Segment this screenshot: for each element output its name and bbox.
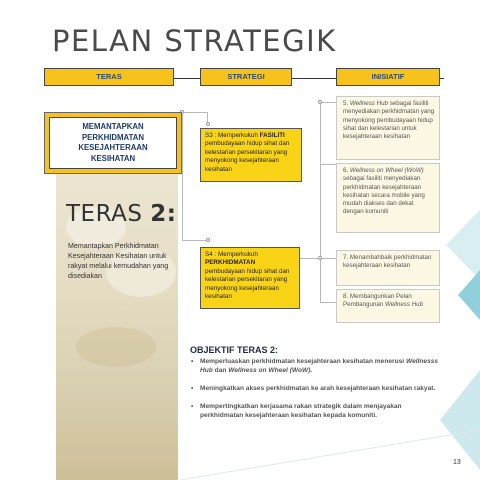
- objektif-item: [190, 384, 446, 393]
- connector-dot: [318, 256, 322, 260]
- column-header-inisiatif: INISIATIF: [336, 68, 440, 86]
- objektif-text: Mempertingkatkan kerjasama rakan strategik dalam menjayakan perkhidmatan kesejahteraan kesihatan kepada komuniti.: [200, 403, 402, 419]
- strategi-keyword: FASILITI: [259, 132, 285, 139]
- inisiatif-text: sebagai fasiliti menyediakan perkhidmatan kesejahteraan kesihatan secara mobile yang mudah diakses dan dekat dengan komuniti: [343, 175, 425, 216]
- page-number: 13: [453, 459, 461, 466]
- column-header-strategi: STRATEGI: [200, 68, 292, 86]
- teras-number-heading: [66, 201, 176, 227]
- teras-heading-number: 2:: [150, 201, 177, 227]
- objektif-italic: Wellness on Wheel (WoW).: [228, 367, 313, 374]
- inisiatif-number: 8.: [343, 293, 349, 300]
- objektif-text: dan: [212, 367, 229, 374]
- teras-description: Memantapkan Perkhidmatan Kesejahteraan Kesihatan untuk rakyat melalui kemudahan yang disediakan: [68, 242, 169, 280]
- inisiatif-italic: Wellness Hub: [349, 100, 388, 107]
- inisiatif-italic: Wellness on Wheel (WoW): [349, 167, 424, 174]
- objektif-list: [190, 357, 446, 429]
- strategi-text: pembudayaan hidup sihat dan kelestarian persekitaran yang menyokong kesejahteraan kesihatan: [205, 140, 290, 173]
- inisiatif-box-5: [336, 96, 440, 160]
- objektif-text: Memperluaskan perkhidmatan kesejahteraan kesihatan menerusi: [200, 358, 406, 365]
- inisiatif-italic: Wellness Hub: [384, 301, 424, 309]
- inisiatif-number: 5.: [343, 100, 349, 107]
- connector-teras-strategi: [182, 112, 208, 124]
- teras-line: MEMANTAPKAN: [82, 122, 144, 131]
- objektif-text: Meningkatkan akses perkhidmatan ke arah kesejahteraan kesihatan rakyat.: [200, 385, 436, 392]
- column-header-teras: TERAS: [44, 68, 174, 86]
- decorative-lines: [180, 430, 480, 480]
- inisiatif-text: Menambahbaik perkhidmatan kesejahteraan kesihatan: [343, 254, 432, 270]
- objektif-item: [190, 402, 446, 420]
- inisiatif-number: 7.: [343, 254, 349, 261]
- connector-s3-i5: [320, 102, 336, 103]
- inisiatif-number: 6.: [343, 167, 349, 174]
- inisiatif-text: sebagai fasiliti menyediakan perkhidmatan yang menyokong pembudayaan hidup sihat dan kelestarian untuk kesejahteraan kesihatan: [343, 100, 435, 141]
- teras-line: PERKHIDMATAN: [81, 132, 145, 142]
- teras-box-text: [49, 117, 177, 169]
- teras-line: KESEJAHTERAAN: [78, 143, 148, 152]
- teras-line: KESIHATAN: [90, 153, 136, 163]
- strategi-text: pembudayaan hidup sihat dan kelestarian persekitaran yang menyokong kesejahteraan kesihatan: [205, 267, 290, 301]
- connector-to-s4: [182, 240, 208, 241]
- connector-s3-i6: [320, 164, 336, 165]
- objektif-italic: Wellnesss Hub: [200, 358, 439, 374]
- strategi-keyword: PERKHIDMATAN: [205, 259, 256, 267]
- strategi-box-s4: [200, 247, 300, 309]
- connector-s4-i8: [320, 302, 336, 303]
- teras-heading-prefix: TERAS: [66, 201, 151, 227]
- inisiatif-box-8: [336, 289, 440, 323]
- connector-dot: [318, 100, 322, 104]
- page-title: PELAN STRATEGIK: [52, 24, 337, 58]
- objektif-title: OBJEKTIF TERAS 2:: [190, 345, 279, 355]
- teras-box: [44, 112, 182, 174]
- strategi-prefix: S3 : Memperkukuh: [205, 132, 260, 139]
- inisiatif-box-6: [336, 163, 440, 233]
- objektif-item: [190, 357, 446, 375]
- connector-strategi-inisiatif: [320, 102, 321, 302]
- inisiatif-box-7: [336, 250, 440, 286]
- strategi-box-s3: [200, 128, 302, 182]
- inisiatif-text: Membangunkan Pelan Pembangunan: [343, 293, 412, 309]
- connector-teras-strategi-down: [182, 112, 183, 240]
- connector-dot: [206, 238, 210, 242]
- strategi-prefix: S4 : Memperkukuh: [205, 251, 258, 258]
- connector-dot: [206, 122, 210, 126]
